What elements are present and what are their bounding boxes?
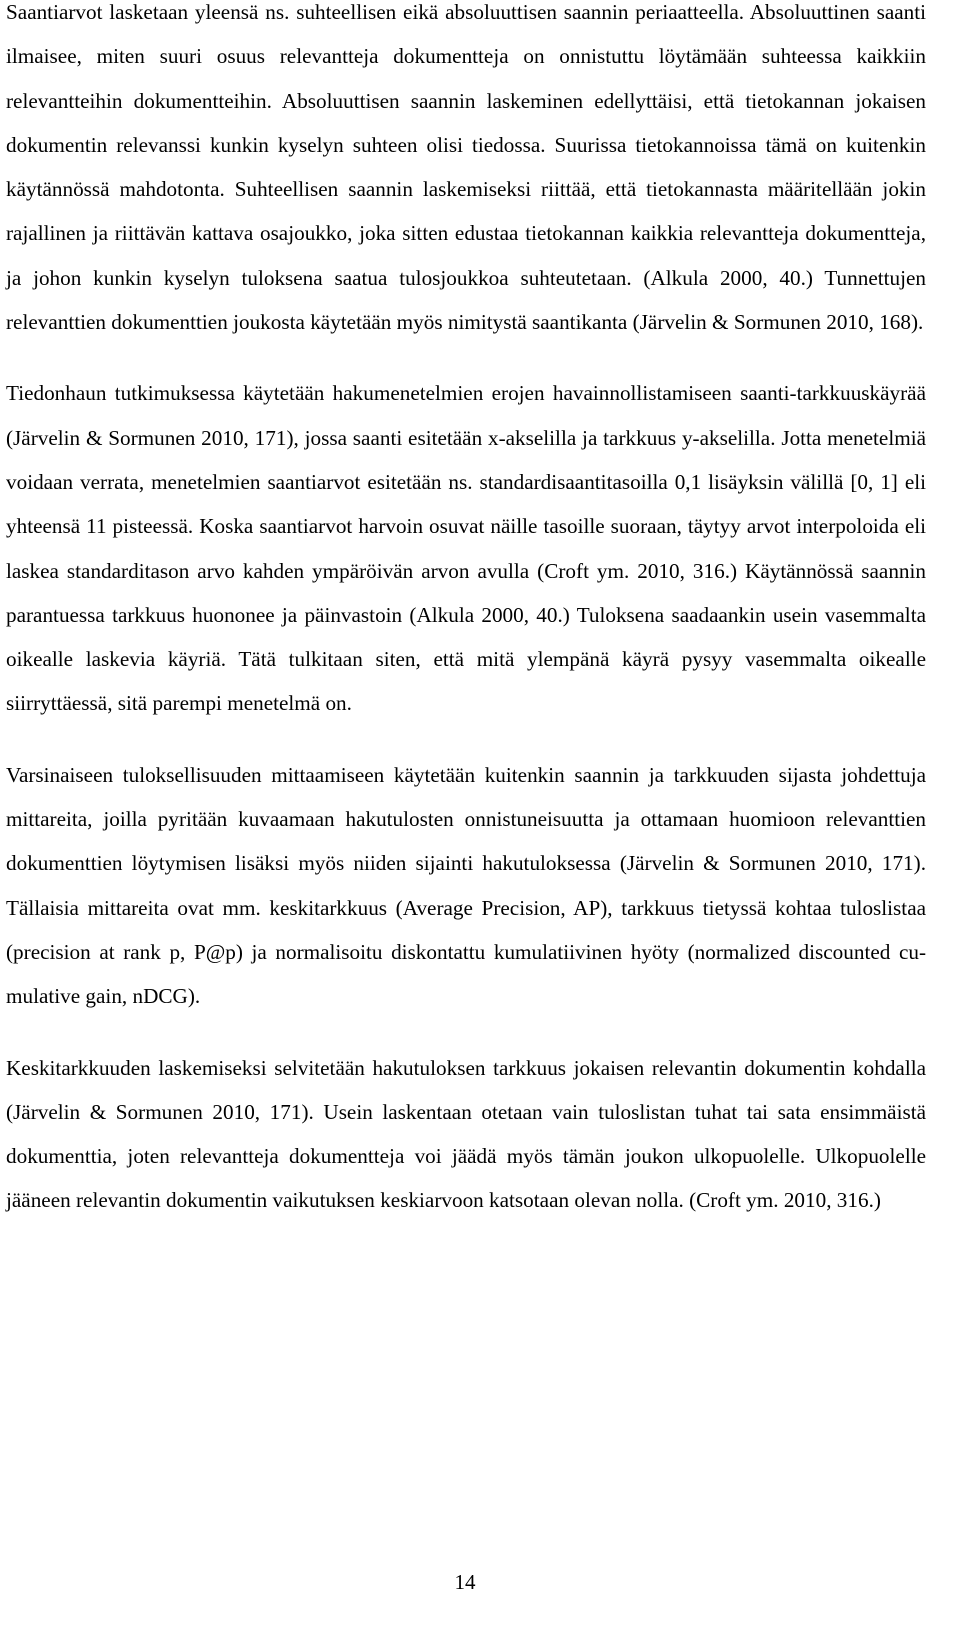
paragraph-average-precision: Keskitarkkuuden laskemiseksi selvitetään hakutuloksen tarkkuus jokaisen relevantin dokumentin kohdalla (Järvelin & Sormunen 2010, 171). Usein laskentaan otetaan vain tuloslistan tuhat tai sata ensimmäistä dokumenttia, joten relevantteja dokumentteja voi jäädä myös tämän joukon ulkopuolelle. Ulkopuolelle jääneen relevantin dokumentin vaikutuksen keskiarvoon katsotaan olevan nolla. (Croft ym. 2010, 316.) bbox=[6, 1055, 926, 1213]
paragraph-relative-recall: Saantiarvot lasketaan yleensä ns. suhteellisen eikä absoluuttisen saannin periaatteella. Absoluuttinen saanti ilmaisee, miten suuri osuus relevantteja dokumentteja on onnistuttu löytämään suhteessa kaikkiin relevantteihin dokumentteihin. Absoluuttisen saannin laskeminen edellyttäisi, että tietokannan jokaisen dokumentin relevanssi kunkin kyselyn suhteen olisi tiedossa. Suurissa tietokannoissa tämä on kuitenkin käytännössä mahdotonta. Suhteellisen saannin laskemiseksi riittää, että tietokannasta määritellään jokin rajallinen ja riittävän kattava osajoukko, joka sitten edustaa tietokannan kaikkia relevantteja dokumentteja, ja johon kunkin kyselyn tuloksena saatua tulosjoukkoa suhteutetaan. (Alkula 2000, 40.) Tunnettujen relevanttien dokumenttien joukosta käytetään myös nimitystä saantikanta (Järvelin & Sormunen 2010, 168). bbox=[6, 0, 926, 335]
document-page bbox=[6, 0, 926, 1627]
paragraph-recall-precision-curve: Tiedonhaun tutkimuksessa käytetään hakumenetelmien erojen havainnollistamiseen saanti-tarkkuuskäyrää (Järvelin & Sormunen 2010, 171), jossa saanti esitetään x-akselilla ja tarkkuus y-akselilla. Jotta menetelmiä voidaan verrata, menetelmien saantiarvot esitetään ns. standardisaantitasoilla 0,1 lisäyksin välillä [0, 1] eli yhteensä 11 pisteessä. Koska saantiarvot harvoin osuvat näille tasoille suoraan, täytyy arvot interpoloida eli laskea standarditason arvo kahden ympäröivän arvon avulla (Croft ym. 2010, 316.) Käytännössä saannin parantuessa tarkkuus huononee ja päinvastoin (Alkula 2000, 40.) Tuloksena saadaankin usein vasemmalta oikealle laskevia käyriä. Tätä tulkitaan siten, että mitä ylempänä käyrä pysyy vasemmalta oikealle siirryttäessä, sitä parempi menetelmä on. bbox=[6, 381, 926, 716]
paragraph-derived-metrics: Varsinaiseen tuloksellisuuden mittaamiseen käytetään kuitenkin saannin ja tarkkuuden sijasta johdettuja mittareita, joilla pyritään kuvaamaan hakutulosten onnistuneisuutta ja ottamaan huomioon relevanttien dokumenttien löytymisen lisäksi myös niiden sijainti hakutuloksessa (Järvelin & Sormunen 2010, 171). Tällaisia mittareita ovat mm. keskitarkkuus (Average Precision, AP), tarkkuus tietyssä kohtaa tuloslistaa (precision at rank p, P@p) ja normalisoitu diskontattu kumulatiivinen hyöty (normalized discounted cumulative gain, nDCG). bbox=[6, 762, 926, 1009]
page-number: 14 bbox=[454, 1570, 476, 1594]
